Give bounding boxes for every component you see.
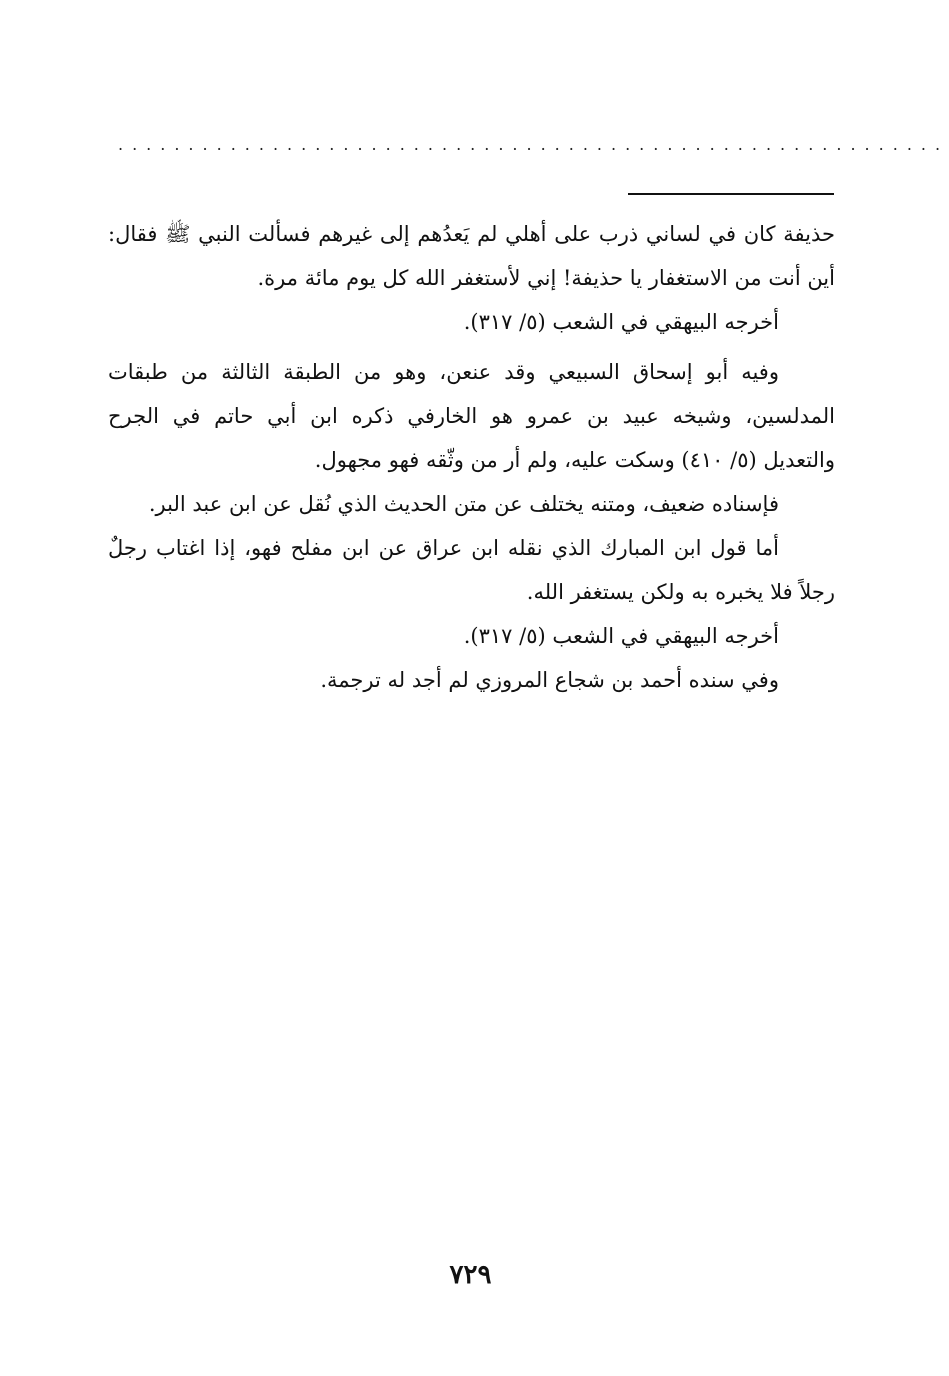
text-line: أخرجه البيهقي في الشعب (٥/ ٣١٧). [463,624,779,648]
text-line: وفي سنده أحمد بن شجاع المروزي لم أجد له ترجمة. [320,668,779,692]
text-line: رجلاً فلا يخبره به ولكن يستغفر الله. [526,580,835,604]
text-line: وفيه أبو إسحاق السبيعي وقد عنعن، وهو من الطبقة الثالثة من طبقات [108,360,779,384]
footnote-text [108,212,835,702]
dotted-separator: ........................................................... [118,135,949,154]
text-line: أين أنت من الاستغفار يا حذيفة! إني لأستغفر الله كل يوم مائة مرة. [257,266,835,290]
text-line: فإسناده ضعيف، ومتنه يختلف عن متن الحديث الذي نُقل عن ابن عبد البر. [148,492,779,516]
page-number: ٧٢٩ [449,1260,492,1290]
text-line: المدلسين، وشيخه عبيد بن عمرو هو الخارفي ذكره ابن أبي حاتم في الجرح [108,404,835,428]
text-line: والتعديل (٥/ ٤١٠) وسكت عليه، ولم أر من وثّقه فهو مجهول. [314,448,835,472]
text-line: حذيفة كان في لساني ذرب على أهلي لم يَعدُهم إلى غيرهم فسألت النبي ﷺ فقال: [108,222,835,246]
text-line: أخرجه البيهقي في الشعب (٥/ ٣١٧). [463,310,779,334]
footnote-rule [628,193,834,195]
text-line: أما قول ابن المبارك الذي نقله ابن عراق عن ابن مفلح فهو، إذا اغتاب رجلٌ [108,536,779,560]
